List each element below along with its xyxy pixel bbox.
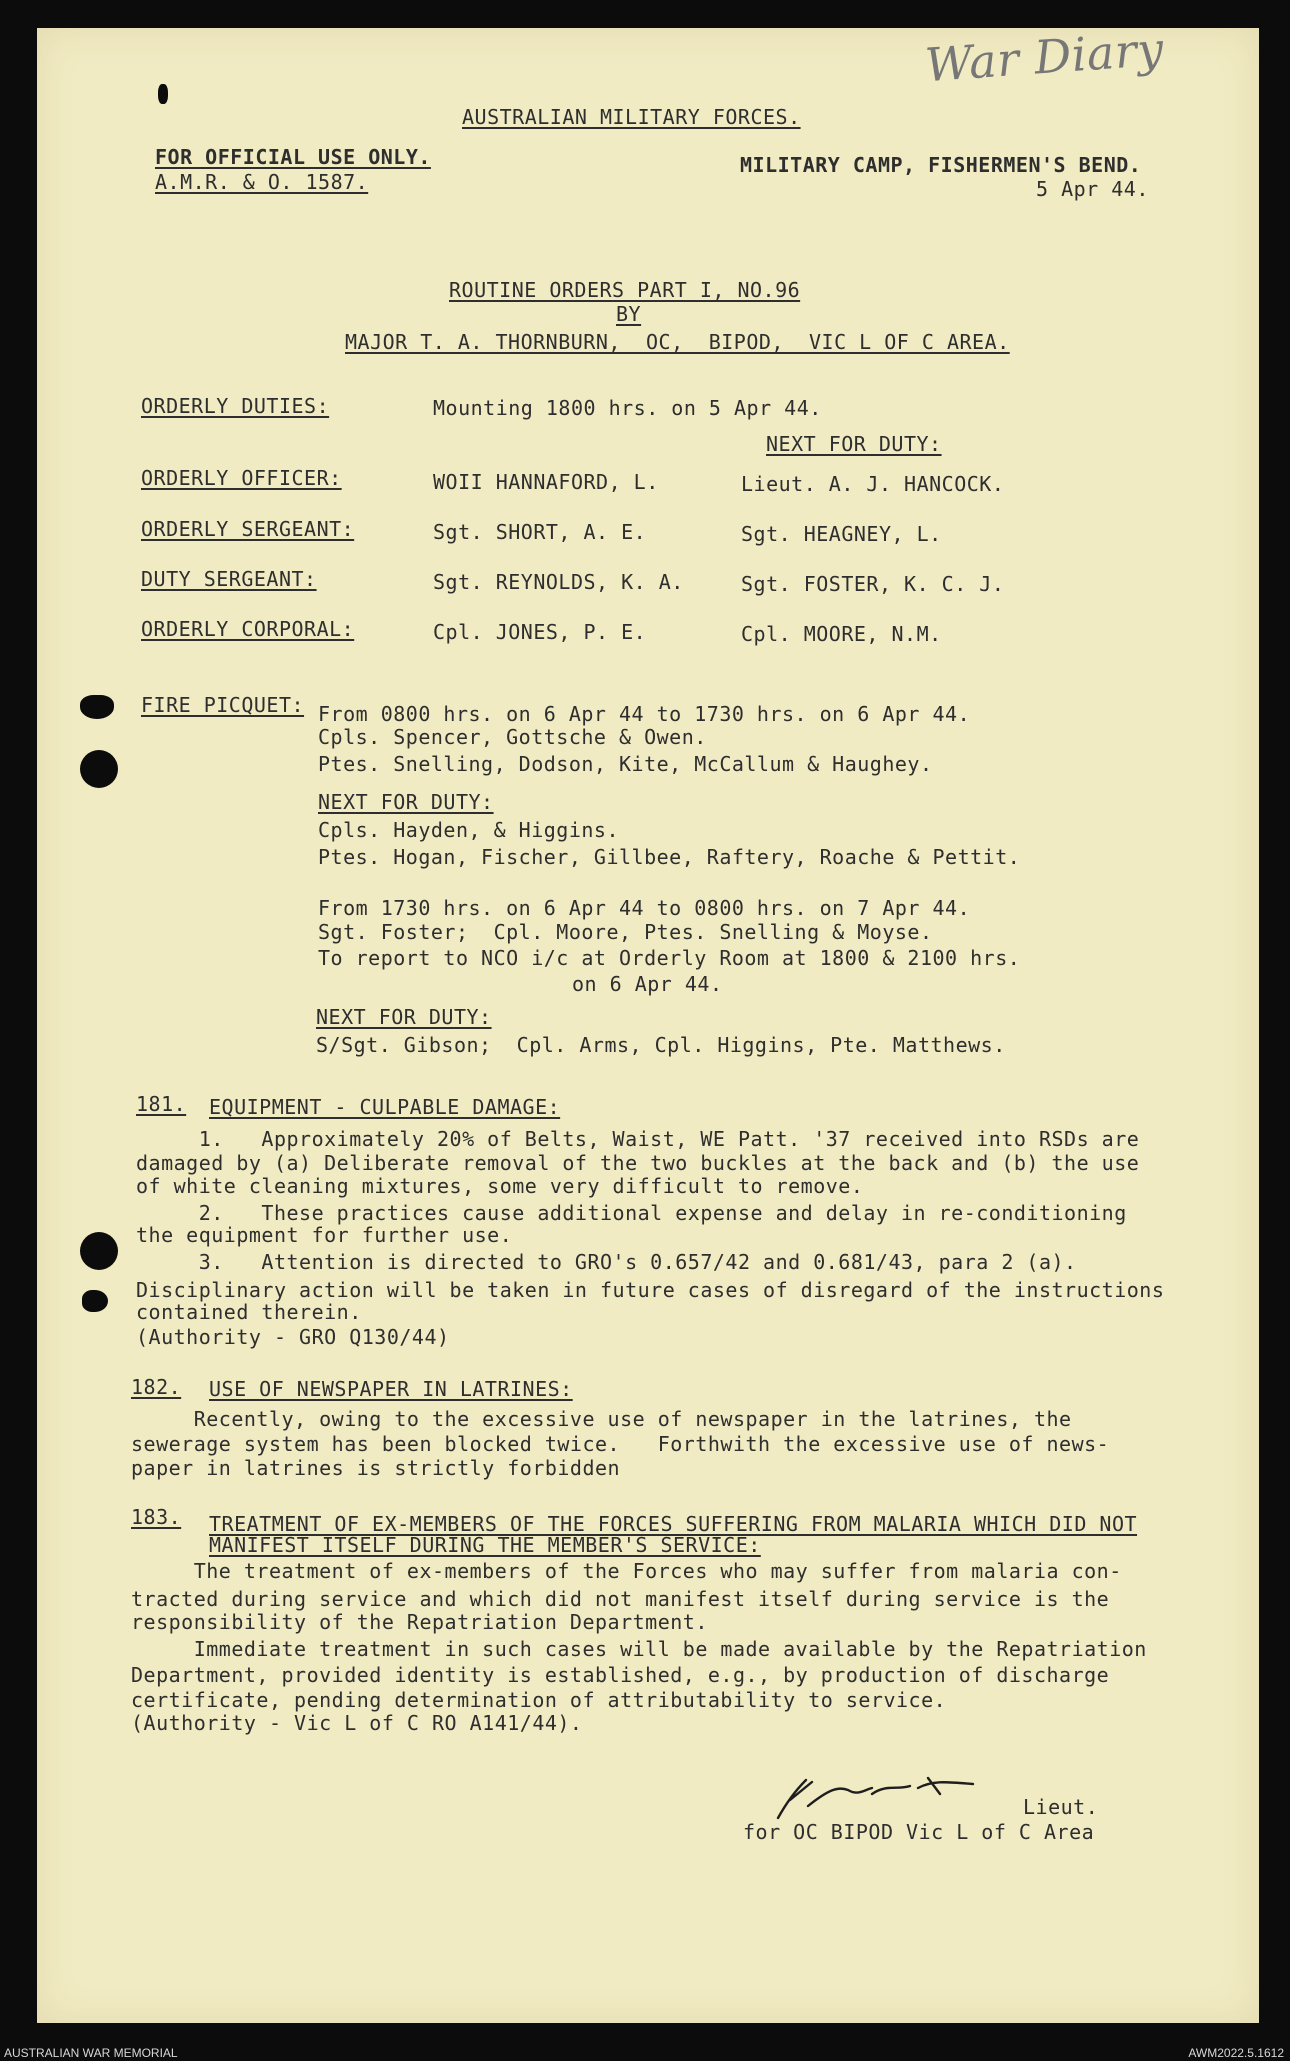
signature-rank: Lieut. bbox=[1023, 1795, 1099, 1819]
order-line: (Authority - GRO Q130/44) bbox=[136, 1325, 450, 1349]
punch-hole bbox=[80, 750, 118, 788]
mounting-time: Mounting 1800 hrs. on 5 Apr 44. bbox=[433, 396, 822, 420]
punch-hole bbox=[82, 1290, 108, 1312]
duty-next: Cpl. MOORE, N.M. bbox=[741, 622, 942, 646]
duty-current: Sgt. SHORT, A. E. bbox=[433, 520, 647, 544]
duty-next: Lieut. A. J. HANCOCK. bbox=[741, 472, 1005, 496]
order-line: The treatment of ex-members of the Forces who may suffer from malaria con- bbox=[131, 1559, 1122, 1583]
order-line: Recently, owing to the excessive use of newspaper in the latrines, the bbox=[131, 1407, 1072, 1431]
order-line: sewerage system has been blocked twice. Forthwith the excessive use of news- bbox=[131, 1432, 1110, 1456]
order-heading: TREATMENT OF EX-MEMBERS OF THE FORCES SUFFERING FROM MALARIA WHICH DID NOT bbox=[209, 1512, 1138, 1536]
order-line: tracted during service and which did not manifest itself during service is the bbox=[131, 1587, 1110, 1611]
issuing-officer: MAJOR T. A. THORNBURN, OC, BIPOD, VIC L OF C AREA. bbox=[345, 330, 1010, 354]
order-line: Immediate treatment in such cases will be made available by the Repatriation bbox=[131, 1637, 1147, 1661]
picquet-line: From 0800 hrs. on 6 Apr 44 to 1730 hrs. on 6 Apr 44. bbox=[318, 702, 971, 726]
order-number: 183. bbox=[131, 1505, 182, 1529]
punch-hole bbox=[80, 1232, 118, 1270]
order-line: paper in latrines is strictly forbidden bbox=[131, 1456, 621, 1480]
order-line: (Authority - Vic L of C RO A141/44). bbox=[131, 1711, 583, 1735]
picquet-line: Cpls. Hayden, & Higgins. bbox=[318, 818, 619, 842]
duty-role: ORDERLY OFFICER: bbox=[141, 466, 342, 490]
duty-next: Sgt. HEAGNEY, L. bbox=[741, 522, 942, 546]
handwritten-annotation: War Diary bbox=[923, 21, 1166, 93]
order-heading: EQUIPMENT - CULPABLE DAMAGE: bbox=[209, 1095, 561, 1119]
ink-mark bbox=[158, 84, 168, 104]
order-line: 1. Approximately 20% of Belts, Waist, WE Patt. '37 received into RSDs are bbox=[136, 1127, 1140, 1151]
order-line: the equipment for further use. bbox=[136, 1223, 513, 1247]
duty-role: DUTY SERGEANT: bbox=[141, 567, 317, 591]
footer-reference: AWM2022.5.1612 bbox=[1188, 2046, 1284, 2060]
footer-institution: AUSTRALIAN WAR MEMORIAL bbox=[4, 2046, 178, 2060]
picquet-line: To report to NCO i/c at Orderly Room at 1800 & 2100 hrs. bbox=[318, 946, 1021, 970]
org-heading: AUSTRALIAN MILITARY FORCES. bbox=[462, 105, 801, 129]
fire-picquet-label: FIRE PICQUET: bbox=[141, 693, 305, 717]
order-line: responsibility of the Repatriation Department. bbox=[131, 1610, 708, 1634]
next-for-duty-label: NEXT FOR DUTY: bbox=[766, 432, 942, 456]
duty-next: Sgt. FOSTER, K. C. J. bbox=[741, 572, 1005, 596]
official-use: FOR OFFICIAL USE ONLY. bbox=[155, 145, 431, 169]
order-line: Disciplinary action will be taken in future cases of disregard of the instructions bbox=[136, 1278, 1165, 1302]
picquet-line: Ptes. Hogan, Fischer, Gillbee, Raftery, Roache & Pettit. bbox=[318, 845, 1021, 869]
order-line: contained therein. bbox=[136, 1300, 362, 1324]
picquet-line: on 6 Apr 44. bbox=[572, 972, 723, 996]
duty-role: ORDERLY SERGEANT: bbox=[141, 517, 355, 541]
camp-name: MILITARY CAMP, FISHERMEN'S BEND. bbox=[740, 153, 1142, 177]
order-line: 3. Attention is directed to GRO's 0.657/42 and 0.681/43, para 2 (a). bbox=[136, 1250, 1077, 1274]
order-line: damaged by (a) Deliberate removal of the two buckles at the back and (b) the use bbox=[136, 1151, 1140, 1175]
orders-title: ROUTINE ORDERS PART I, NO.96 bbox=[449, 278, 801, 302]
punch-hole bbox=[80, 695, 114, 719]
document-date: 5 Apr 44. bbox=[1036, 177, 1149, 201]
next-for-duty-label: NEXT FOR DUTY: bbox=[316, 1005, 492, 1029]
orders-by: BY bbox=[616, 302, 642, 326]
duty-current: Sgt. REYNOLDS, K. A. bbox=[433, 570, 684, 594]
order-line: of white cleaning mixtures, some very difficult to remove. bbox=[136, 1174, 864, 1198]
order-line: Department, provided identity is established, e.g., by production of discharge bbox=[131, 1663, 1110, 1687]
signature-for-line: for OC BIPOD Vic L of C Area bbox=[743, 1820, 1095, 1844]
picquet-line: Ptes. Snelling, Dodson, Kite, McCallum & Haughey. bbox=[318, 752, 933, 776]
order-number: 182. bbox=[131, 1375, 182, 1399]
duty-role: ORDERLY CORPORAL: bbox=[141, 617, 355, 641]
order-line: 2. These practices cause additional expense and delay in re-conditioning bbox=[136, 1201, 1127, 1225]
duty-current: Cpl. JONES, P. E. bbox=[433, 620, 647, 644]
amr-reference: A.M.R. & O. 1587. bbox=[155, 170, 369, 194]
order-heading: MANIFEST ITSELF DURING THE MEMBER'S SERVICE: bbox=[209, 1533, 761, 1557]
order-line: certificate, pending determination of attributability to service. bbox=[131, 1688, 947, 1712]
picquet-line: S/Sgt. Gibson; Cpl. Arms, Cpl. Higgins, Pte. Matthews. bbox=[316, 1033, 1006, 1057]
order-heading: USE OF NEWSPAPER IN LATRINES: bbox=[209, 1377, 573, 1401]
picquet-line: From 1730 hrs. on 6 Apr 44 to 0800 hrs. on 7 Apr 44. bbox=[318, 896, 971, 920]
picquet-line: Sgt. Foster; Cpl. Moore, Ptes. Snelling & Moyse. bbox=[318, 920, 933, 944]
next-for-duty-label: NEXT FOR DUTY: bbox=[318, 790, 494, 814]
picquet-line: Cpls. Spencer, Gottsche & Owen. bbox=[318, 725, 707, 749]
order-number: 181. bbox=[136, 1092, 187, 1116]
duty-current: WOII HANNAFORD, L. bbox=[433, 470, 659, 494]
orderly-duties-label: ORDERLY DUTIES: bbox=[141, 394, 330, 418]
